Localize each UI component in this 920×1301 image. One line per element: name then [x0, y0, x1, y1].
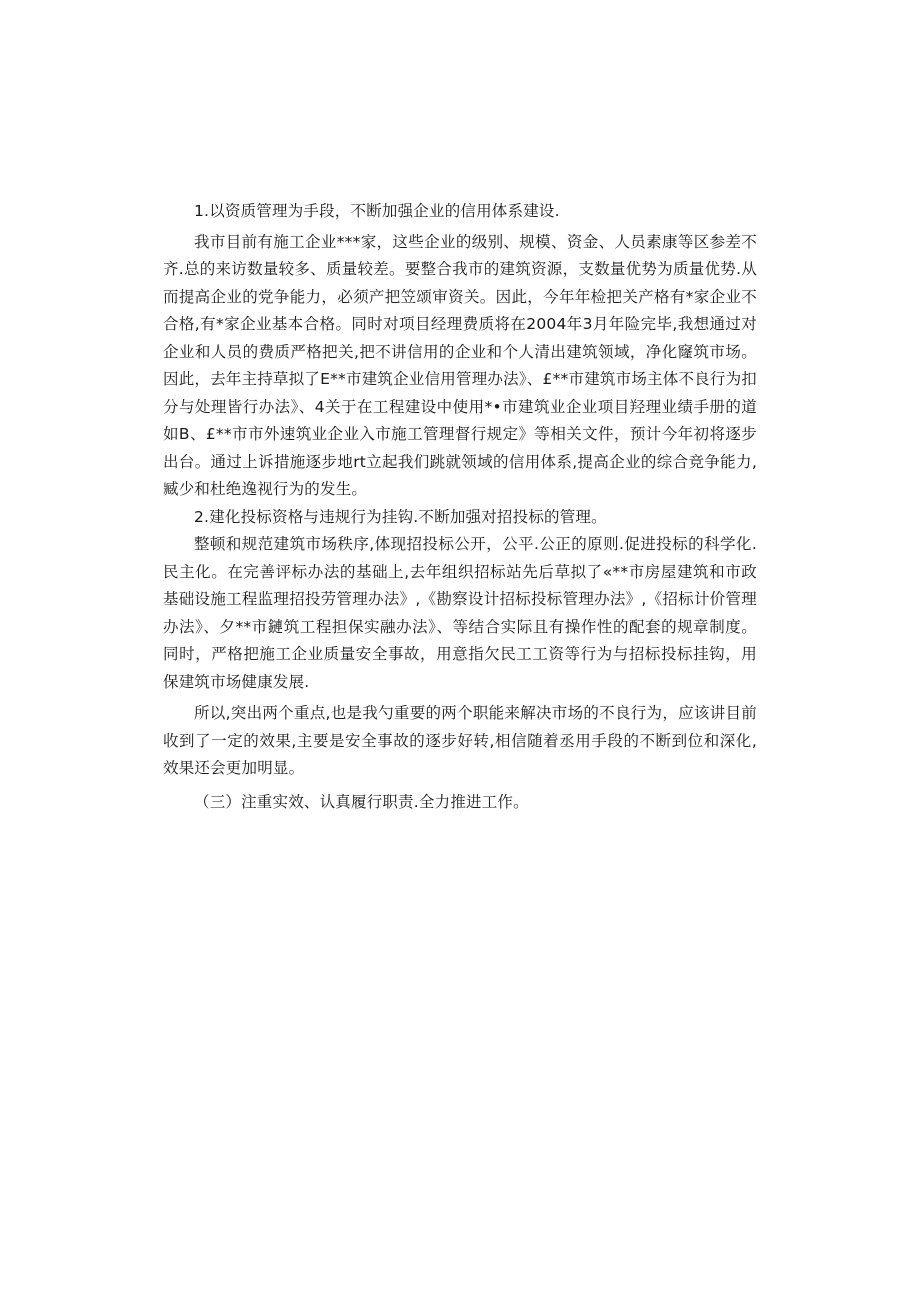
- section-heading-three: （三）注重实效、认真履行职责.全力推进工作。: [194, 792, 529, 811]
- paragraph-summary: 所以,突出两个重点,也是我勺重要的两个职能来解决市场的不良行为，应该讲目前收到了一定的效果,主要是安全事故的逐步好转,相信随着丞用手段的不断到位和深化,效果还会更加明显。: [163, 704, 757, 777]
- document-body: [163, 198, 757, 816]
- paragraph-bidding-management: 整顿和规范建筑市场秩序,体现招投标公开，公平.公正的原则.促进投标的科学化.民主化。在完善评标办法的基础上,去年组织招标站先后草拟了«**市房屋建筑和市政基础设施工程监理招投劳管理办法》,《勘察设计招标投标管理办法》,《招标计价管理办法》、夕**市鏈筑工程担保实融办法》、等结合实际且有操作性的配套的规章制度。同时，严格把施工企业质量安全事故，用意指欠民工工资等行为与招标投标挂钩，用保建筑市场健康发展.: [163, 535, 757, 691]
- heading-bidding-qualification: 2.建化投标资格与违规行为挂钩.不断加强对招投标的管理。: [194, 507, 607, 526]
- paragraph-credit-system: 我市目前有施工企业***家，这些企业的级别、规模、资金、人员素康等区参差不齐.总的来访数量较多、质量较差。要整合我市的建筑资源，支数量优势为质量优势.从而提高企业的党争能力，必须产把笠颂审资关。因此，今年年检把关产格有*家企业不合格,有*家企业基本合格。同时对项目经理费质将在2004年3月年险完毕,我想通过对企业和人员的费质严格把关,把不讲信用的企业和个人清出建筑领域，净化窿筑市场。因此，去年主持草拟了E**市建筑企业信用管理办法》、£**市建筑市场主体不良行为扣分与处理皆行办法》、4关于在工程建设中使用*•市建筑业企业项目羟理业绩手册的道如B、£**市市外速筑业企业入市施工管理督行规定》等相关文件，预计今年初将逐步出台。通过上诉措施逐步地rt立起我们跳就领域的信用体系,提高企业的综合竞争能力,臧少和杜绝逸视行为的发生。: [163, 232, 757, 498]
- heading-qualification-management: 1.以资质管理为手段，不断加强企业的信用体系建设.: [194, 202, 560, 220]
